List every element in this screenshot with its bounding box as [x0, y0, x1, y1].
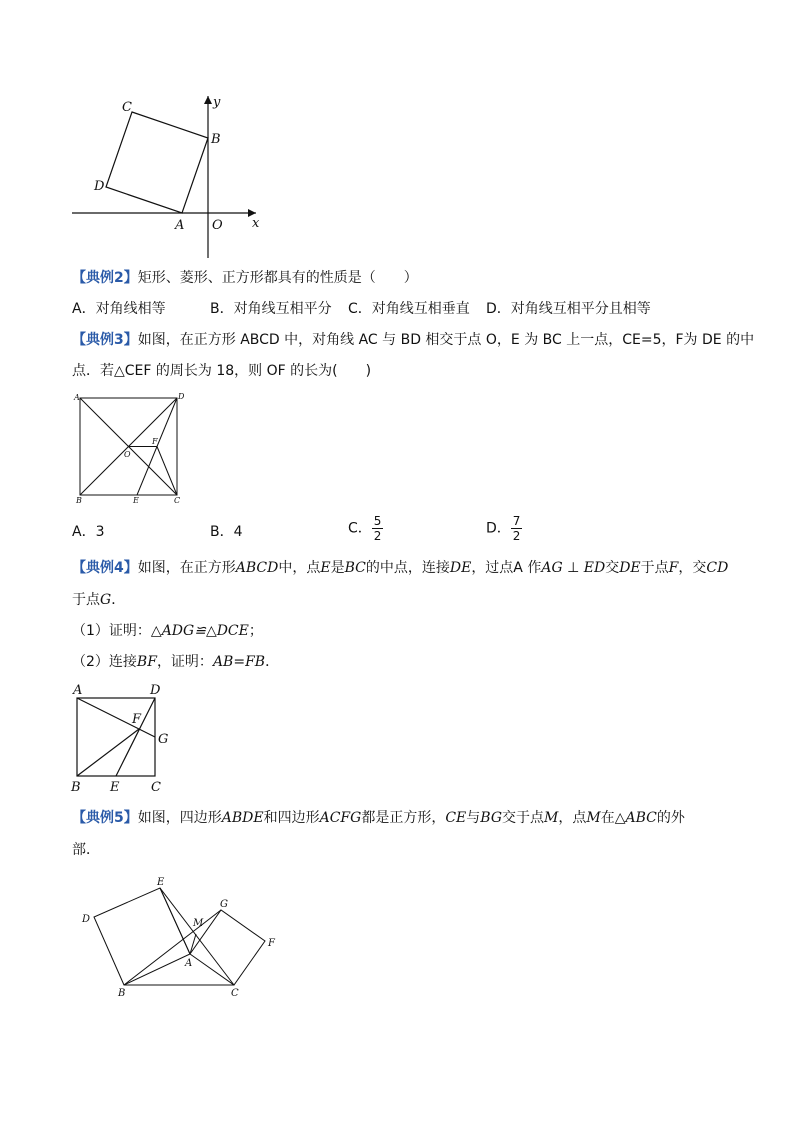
ex5-t15: 的外: [656, 810, 685, 826]
ex4-t1: 如图，在正方形: [137, 560, 236, 576]
ex4-label-F: F: [132, 712, 142, 727]
ex4-t5: 是: [330, 560, 345, 576]
ex5-t3: 和四边形: [263, 810, 320, 826]
ex4-label-C: C: [151, 780, 161, 795]
ex4-p1-b: △ADG≌△DCE: [150, 623, 249, 639]
ex3-option-d-label: D．: [486, 520, 511, 537]
ex2-option-b: B．对角线互相平分: [210, 301, 332, 317]
ex4-t12: ED: [583, 560, 606, 576]
fig1-label-x: x: [252, 216, 260, 231]
ex4-t7: 的中点，连接: [365, 560, 450, 576]
ex5-t7: 与: [466, 810, 481, 826]
ex4-p2-c: ，证明：: [156, 654, 213, 670]
ex2-option-c: C．对角线互相垂直: [348, 301, 470, 317]
ex5-question-line2: 部．: [72, 842, 100, 858]
ex5-t1: 如图，四边形: [137, 810, 222, 826]
ex5-t8: BG: [480, 810, 502, 826]
ex4-t14: DE: [619, 560, 641, 576]
ex5-label-F: F: [268, 938, 275, 949]
ex5-t14: △ABC: [614, 810, 657, 826]
ex4-p2-d: AB=FB: [212, 654, 266, 670]
ex2-option-a: A．对角线相等: [72, 301, 166, 317]
ex2-tag: 【典例2】: [72, 270, 138, 286]
ex3-label-O: O: [124, 450, 131, 459]
ex5-t6: CE: [445, 810, 467, 826]
fig1-label-A: A: [175, 218, 185, 233]
ex5-label-A: A: [185, 958, 193, 969]
ex3-label-B: B: [76, 496, 82, 505]
ex3-option-d-denominator: 2: [512, 529, 521, 543]
ex4-l2-a: 于点: [72, 592, 100, 608]
ex5-t9: 交于点: [502, 810, 544, 826]
ex3-option-d-numerator: 7: [512, 514, 521, 528]
fig1-label-C: C: [122, 100, 132, 115]
ex5-label-M: M: [193, 918, 204, 929]
ex3-label-E: E: [133, 496, 139, 505]
ex2-question-text: 矩形、菱形、正方形都具有的性质是（ ）: [137, 270, 418, 286]
ex4-p1-a: （1）证明：: [72, 623, 151, 639]
ex3-line1-text: 如图，在正方形 ABCD 中，对角线 AC 与 BD 相交于点 O，E 为 BC 上一点，CE=5，F为 DE 的中: [137, 332, 755, 348]
ex4-p2-b: BF: [136, 654, 157, 670]
ex5-label-G: G: [220, 899, 228, 910]
ex5-label-E: E: [157, 877, 165, 888]
ex4-t18: CD: [706, 560, 729, 576]
ex4-label-E: E: [110, 780, 120, 795]
ex5-label-B: B: [118, 988, 126, 999]
ex3-option-c-numerator: 5: [373, 514, 382, 528]
ex4-t2: ABCD: [235, 560, 279, 576]
ex4-tag: 【典例4】: [72, 560, 138, 576]
ex4-t4: E: [320, 560, 331, 576]
ex2-option-d: D．对角线互相平分且相等: [486, 301, 651, 317]
fig1-label-y: y: [213, 95, 221, 110]
ex3-option-c-label: C．: [348, 520, 372, 537]
ex3-option-b: B．4: [210, 524, 243, 540]
ex5-t2: ABDE: [221, 810, 264, 826]
ex3-option-a: A．3: [72, 524, 105, 540]
ex4-t17: ，交: [678, 560, 707, 576]
ex5-square-ABDE: [94, 888, 193, 985]
ex3-question-line2: 点．若△CEF 的周长为 18，则 OF 的长为( ): [72, 363, 372, 379]
ex4-t6: BC: [344, 560, 366, 576]
ex5-label-D: D: [82, 914, 91, 925]
ex5-t13: 在: [600, 810, 615, 826]
ex4-label-G: G: [158, 732, 169, 747]
ex4-l2-b: G: [100, 592, 112, 608]
ex5-t10: M: [544, 810, 559, 826]
ex4-t9: ，过点A 作: [471, 560, 542, 576]
ex4-t3: 中，点: [278, 560, 321, 576]
ex4-t16: F: [668, 560, 679, 576]
ex3-label-A: A: [74, 393, 80, 402]
ex4-t11: ⊥: [562, 560, 584, 576]
ex4-p2-a: （2）连接: [72, 654, 137, 670]
ex4-l2-c: ．: [111, 592, 126, 608]
ex5-label-C: C: [231, 988, 239, 999]
ex4-t13: 交: [605, 560, 620, 576]
ex4-t10: AG: [541, 560, 563, 576]
ex5-tag: 【典例5】: [72, 810, 138, 826]
ex4-p2-e: ．: [265, 654, 280, 670]
ex5-t11: ，点: [558, 810, 587, 826]
ex3-label-C: C: [174, 496, 181, 505]
ex4-p1-c: ；: [248, 623, 263, 639]
ex5-t4: ACFG: [319, 810, 362, 826]
fig1-label-B: B: [211, 132, 221, 147]
ex4-label-D: D: [150, 683, 161, 698]
ex3-tag: 【典例3】: [72, 332, 138, 348]
ex4-label-A: A: [73, 683, 83, 698]
ex4-t15: 于点: [640, 560, 669, 576]
fig1-label-D: D: [94, 179, 105, 194]
fig1-label-O: O: [212, 218, 223, 233]
ex5-segment-AM: [190, 934, 196, 954]
ex5-t5: 都是正方形，: [361, 810, 446, 826]
ex5-segment-BG: [124, 910, 221, 985]
ex5-t12: M: [586, 810, 601, 826]
ex3-label-D: D: [178, 392, 185, 401]
ex4-label-B: B: [71, 780, 81, 795]
ex3-option-c-denominator: 2: [373, 529, 382, 543]
ex4-t8: DE: [449, 560, 472, 576]
ex3-label-F: F: [152, 437, 158, 446]
